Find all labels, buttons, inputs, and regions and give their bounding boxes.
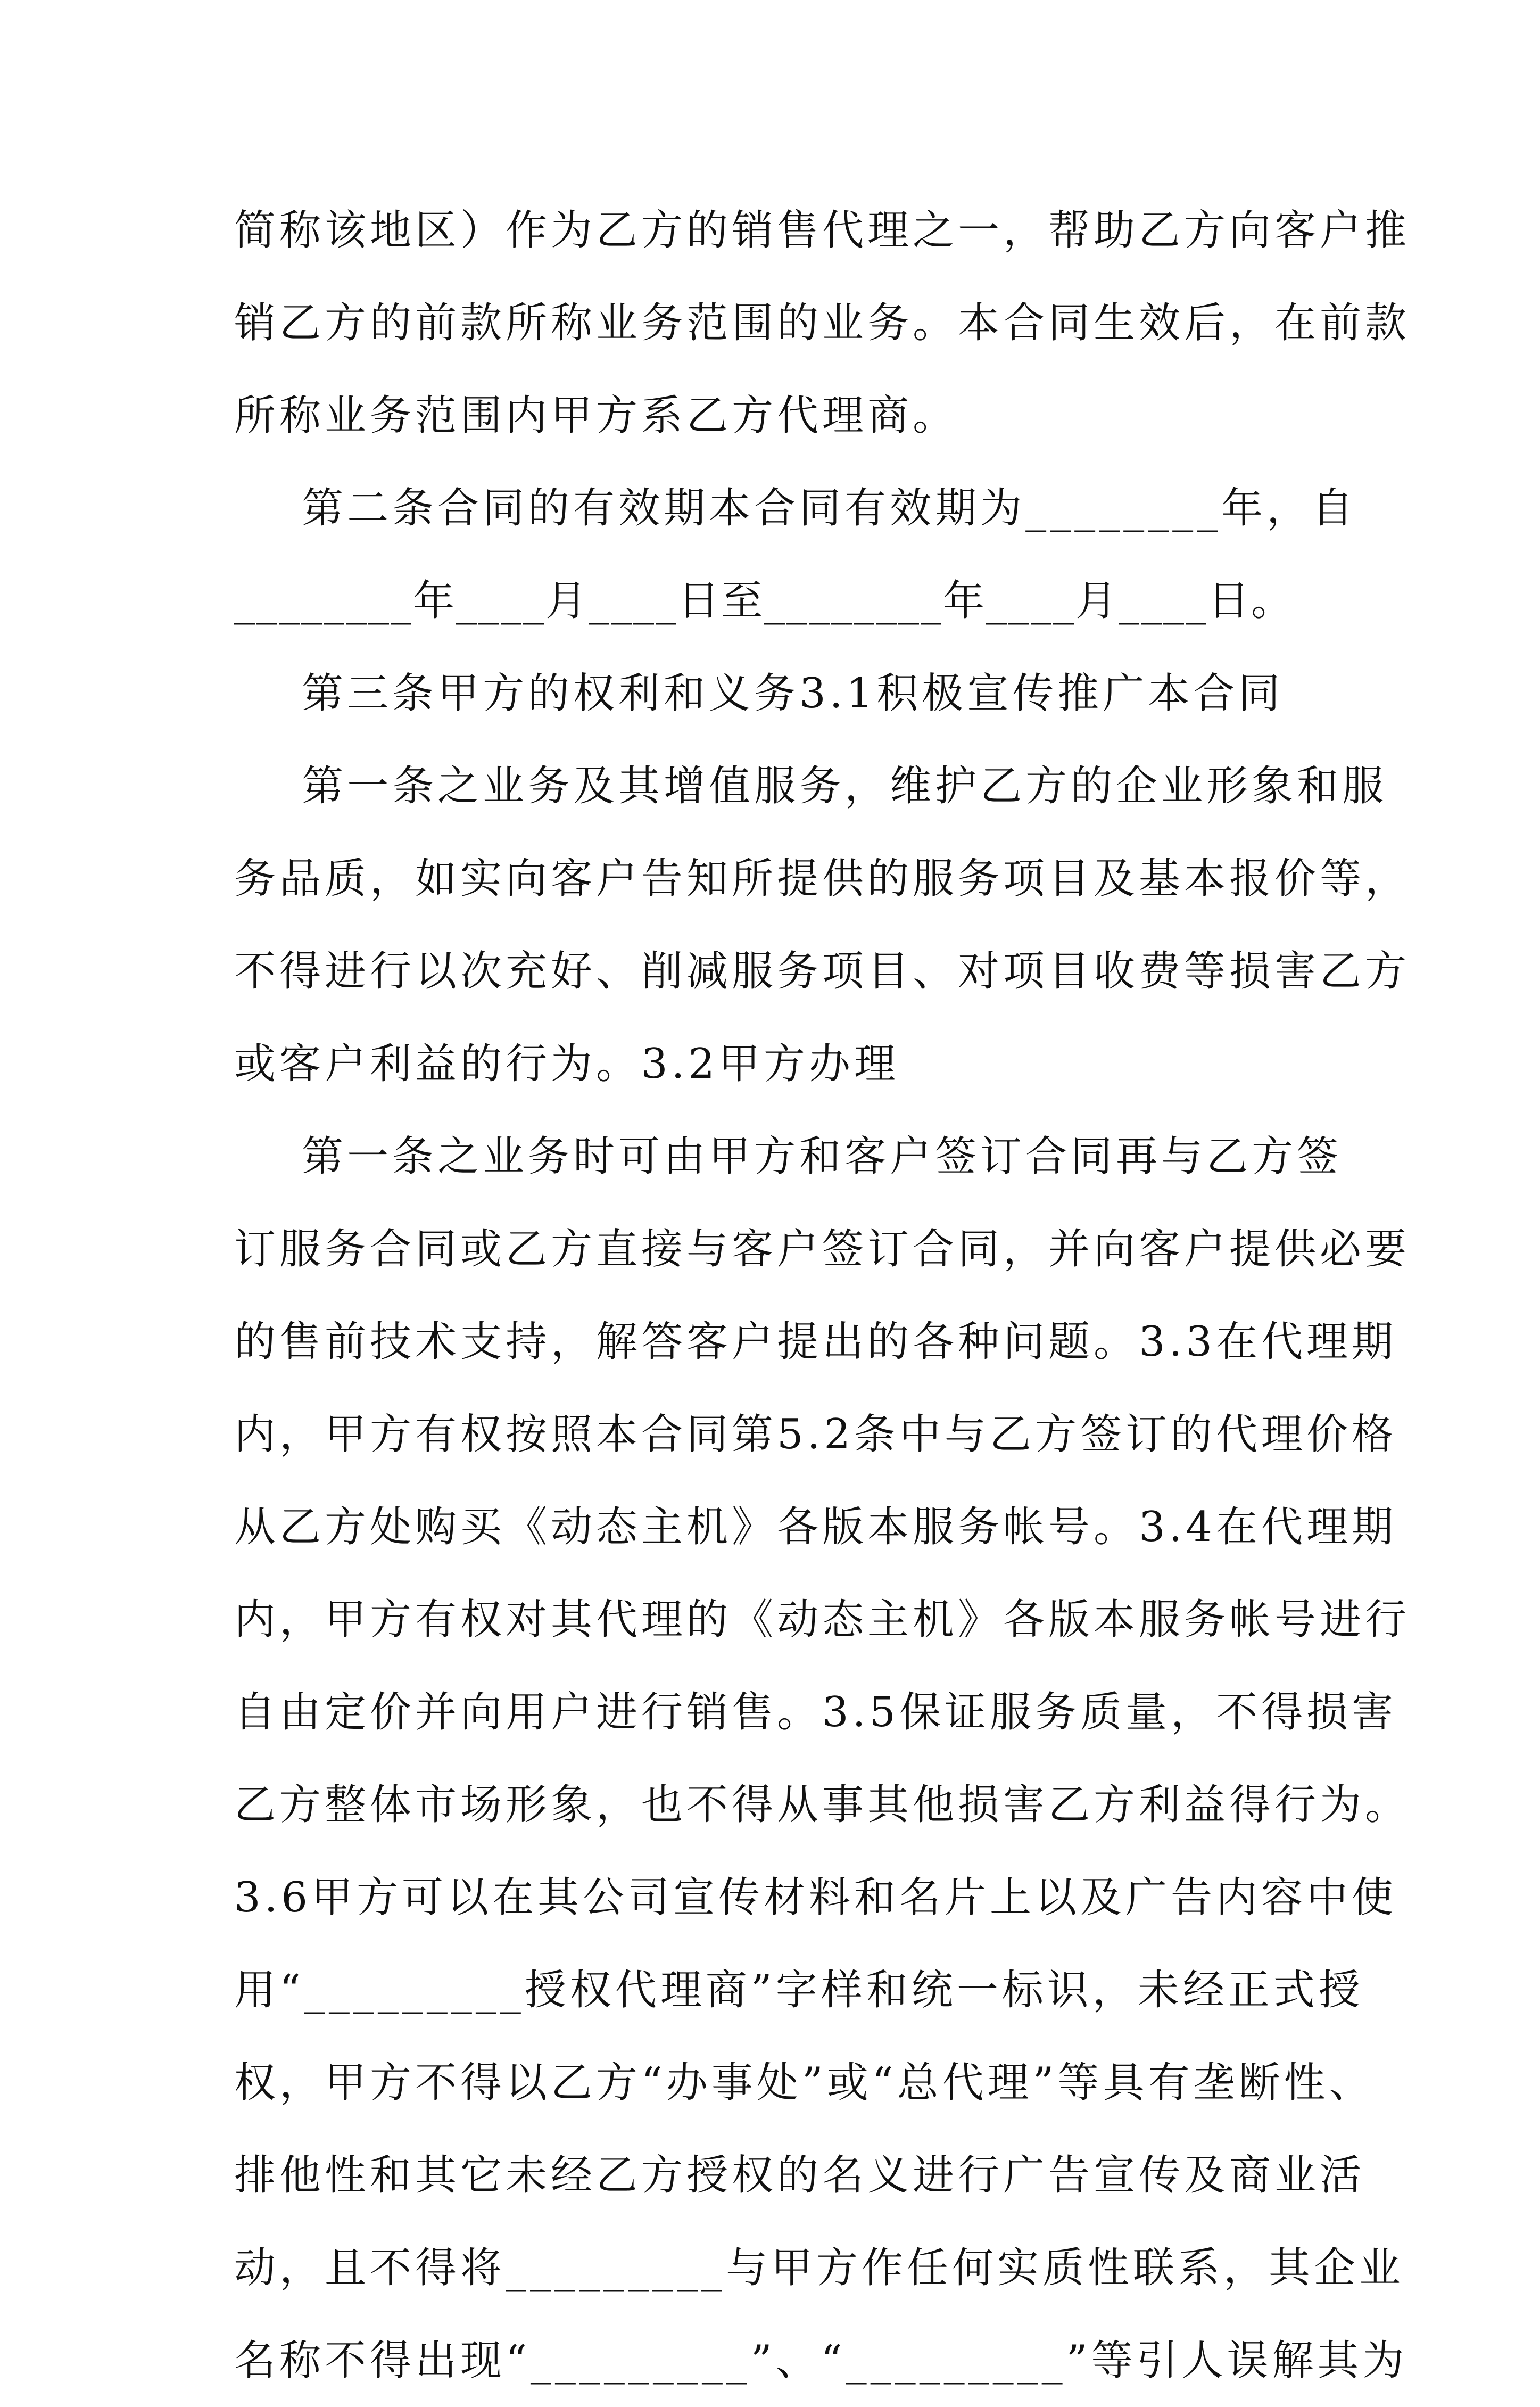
- text-line: 或客户利益的行为。3.2甲方办理: [234, 1040, 900, 1088]
- text-line: 简称该地区）作为乙方的销售代理之一，帮助乙方向客户推: [234, 207, 1411, 254]
- text-line: ________年____月____日至________年____月____日。: [234, 577, 1295, 625]
- text-line: 自由定价并向用户进行销售。3.5保证服务质量，不得损害: [234, 1688, 1397, 1736]
- text-line: 从乙方处购买《动态主机》各版本服务帐号。3.4在代理期: [234, 1503, 1397, 1551]
- text-line: 所称业务范围内甲方系乙方代理商。: [234, 392, 958, 440]
- text-line: 动，且不得将_________与甲方作任何实质性联系，其企业: [234, 2244, 1405, 2292]
- text-line: 不得进行以次充好、削减服务项目、对项目收费等损害乙方: [234, 947, 1411, 995]
- text-line: 排他性和其它未经乙方授权的名义进行广告宣传及商业活: [234, 2152, 1365, 2199]
- text-line: 第三条甲方的权利和义务3.1积极宣传推广本合同: [234, 670, 1284, 718]
- text-line: 权，甲方不得以乙方“办事处”或“总代理”等具有垄断性、: [234, 2059, 1375, 2107]
- text-line: 的售前技术支持，解答客户提出的各种问题。3.3在代理期: [234, 1318, 1397, 1366]
- text-line: 销乙方的前款所称业务范围的业务。本合同生效后，在前款: [234, 299, 1411, 347]
- text-line: 订服务合同或乙方直接与客户签订合同，并向客户提供必要: [234, 1225, 1411, 1273]
- contract-body: [234, 184, 1411, 2407]
- text-line: 务品质，如实向客户告知所提供的服务项目及基本报价等，: [234, 855, 1411, 903]
- text-line: 第一条之业务时可由甲方和客户签订合同再与乙方签: [234, 1133, 1343, 1181]
- text-line: 用“_________授权代理商”字样和统一标识，未经正式授: [234, 1966, 1364, 2014]
- text-line: 第二条合同的有效期本合同有效期为________年，自: [234, 484, 1357, 532]
- text-line: 内，甲方有权按照本合同第5.2条中与乙方签订的代理价格: [234, 1411, 1397, 1458]
- text-line: 3.6甲方可以在其公司宣传材料和名片上以及广告内容中使: [234, 1874, 1397, 1922]
- text-line: 乙方整体市场形象，也不得从事其他损害乙方利益得行为。: [234, 1781, 1411, 1829]
- text-line: 第一条之业务及其增值服务，维护乙方的企业形象和服: [234, 762, 1388, 810]
- text-line: 名称不得出现“_________”、“_________”等引人误解其为: [234, 2337, 1408, 2385]
- text-line: 内，甲方有权对其代理的《动态主机》各版本服务帐号进行: [234, 1596, 1411, 1644]
